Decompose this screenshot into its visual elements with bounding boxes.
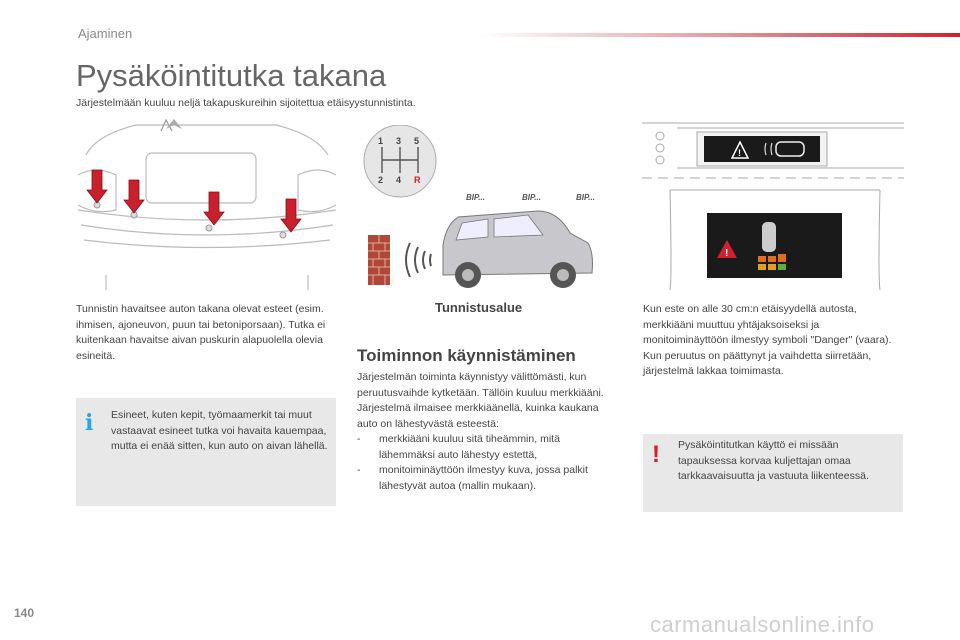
sensor-dot-icon bbox=[206, 225, 212, 231]
dashboard-display-illustration bbox=[642, 118, 904, 290]
detection-zone-illustration bbox=[358, 125, 613, 290]
detection-zone-caption: Tunnistusalue bbox=[435, 300, 523, 315]
danger-description bbox=[643, 302, 903, 380]
display-screen-top bbox=[704, 136, 820, 162]
beep-label: BIP... bbox=[576, 193, 595, 202]
activation-heading: Toiminnon käynnistäminen bbox=[357, 346, 576, 365]
activation-intro: Järjestelmän toiminta käynnistyy välittömästi, kun peruutusvaihde kytketään. Tällöin kuuluu merkkiääni. Järjestelmä ilmaisee merkkiäänellä, kuinka kaukana auto on lähestyvästä esteestä: bbox=[357, 371, 604, 430]
car-side-icon bbox=[443, 211, 593, 288]
stop-text: Kun peruutus on päättynyt ja vaihdetta siirretään, järjestelmä lakkaa toimimasta. bbox=[643, 349, 872, 377]
beep-label: BIP... bbox=[466, 193, 485, 202]
gear-label: 3 bbox=[396, 136, 402, 146]
page-subtitle: Järjestelmään kuuluu neljä takapuskureihin sijoitettua etäisyystunnistinta. bbox=[76, 97, 416, 109]
list-item: - monitoiminäyttöön ilmestyy kuva, jossa palkit lähestyvät autoa (mallin mukaan). bbox=[357, 464, 588, 492]
page-title: Pysäköintitutka takana bbox=[76, 58, 387, 93]
section-header: Ajaminen bbox=[78, 26, 133, 41]
info-icon: i bbox=[85, 410, 94, 436]
gear-label: 4 bbox=[396, 175, 402, 185]
brick-wall-icon bbox=[368, 235, 390, 285]
sensor-arrow-icon bbox=[124, 180, 144, 213]
watermark: carmanualsonline.info bbox=[650, 612, 875, 637]
list-item-text: merkkiääni kuuluu sitä tiheämmin, mitä lähemmäksi auto lähestyy estettä, bbox=[379, 433, 560, 461]
page-number: 140 bbox=[14, 606, 35, 620]
sensor-arrow-icon bbox=[87, 170, 107, 203]
list-item: - merkkiääni kuuluu sitä tiheämmin, mitä lähemmäksi auto lähestyy estettä, bbox=[357, 433, 560, 461]
header-accent-bar bbox=[480, 33, 960, 37]
warning-text: Pysäköintitutkan käyttö ei missään tapauksessa korvaa kuljettajan omaa tarkkaavaisuutta ja vastuuta liikenteessä. bbox=[678, 439, 869, 482]
activation-section bbox=[357, 370, 612, 494]
sound-waves-icon bbox=[406, 243, 431, 277]
warning-exclamation-icon: ! bbox=[652, 441, 660, 468]
sensor-dot-icon bbox=[280, 232, 286, 238]
svg-text:!: ! bbox=[738, 148, 741, 158]
sensor-description: Tunnistin havaitsee auton takana olevat esteet (esim. ihmisen, ajoneuvon, puun tai betoniporsaan). Tutka ei kuitenkaan havaitse aivan puskurin alapuolella olevia esineitä. bbox=[76, 303, 326, 362]
svg-text:!: ! bbox=[725, 248, 729, 259]
beep-label: BIP... bbox=[522, 193, 541, 202]
gear-label: 1 bbox=[378, 136, 384, 146]
gear-label-reverse: R bbox=[414, 175, 421, 185]
info-text: Esineet, kuten kepit, työmaamerkit tai muut vastaavat esineet tutka voi havaita kauempaa, mutta ei enää sitten, kun auto on aivan lähellä. bbox=[111, 409, 328, 452]
gear-label: 2 bbox=[378, 175, 384, 185]
gear-label: 5 bbox=[414, 136, 420, 146]
rear-bumper-sensors-illustration bbox=[76, 115, 338, 290]
list-item-text: monitoiminäyttöön ilmestyy kuva, jossa palkit lähestyvät autoa (mallin mukaan). bbox=[379, 464, 588, 492]
danger-text: Kun este on alle 30 cm:n etäisyydellä autosta, merkkiääni muuttuu yhtäjaksoiseksi ja monitoiminäyttöön ilmestyy symboli "Danger" (vaara). bbox=[643, 303, 892, 346]
